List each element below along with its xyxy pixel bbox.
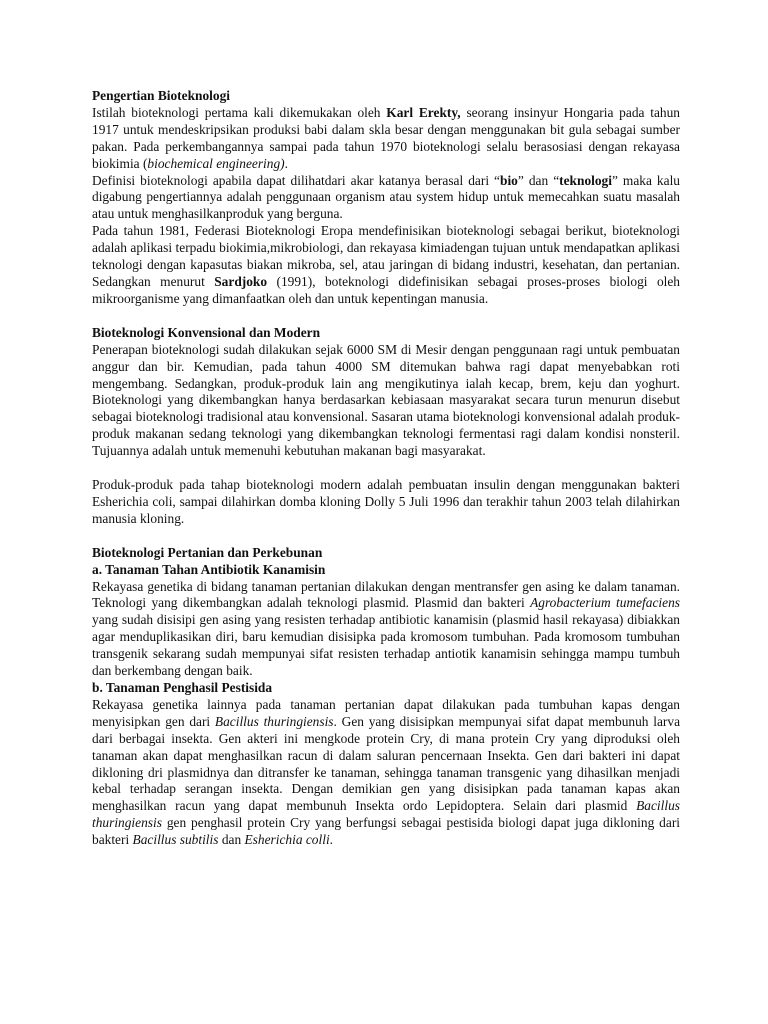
paragraph-history: Istilah bioteknologi pertama kali dikemukakan oleh Karl Erekty, seorang insinyur Hongaria pada tahun 1917 untuk mendeskripsikan produksi babi dalam skla besar dengan menggunakan bit gula sebagai sumber pakan. Pada perkembangannya sampai pada tahun 1970 bioteknologi selalu berasosiasi dengan rekayasa biokimia (biochemical engineering). [92, 104, 680, 171]
paragraph-definition: Definisi bioteknologi apabila dapat dilihatdari akar katanya berasal dari “bio” dan “teknologi” maka kalu digabung pengertiannya adalah penggunaan organism atau system hidup untuk memecahkan suatu masalah atau untuk menghasilkanproduk yang berguna. [92, 172, 680, 222]
spacer [92, 308, 680, 325]
heading-pengertian-bioteknologi: Pengertian Bioteknologi [92, 88, 230, 103]
heading-konvensional-modern: Bioteknologi Konvensional dan Modern [92, 324, 321, 340]
spacer [92, 460, 680, 477]
paragraph-kanamisin: Rekayasa genetika di bidang tanaman pertanian dilakukan dengan mentransfer gen asing ke dalam tanaman. Teknologi yang dikembangkan adalah teknologi plasmid. Plasmid dan bakteri Agrobacterium tumefaciens yang sudah disisipi gen asing yang resisten terhadap antibiotic kanamisin (plasmid hasil rekayasa) dibiakkan agar menduplikasikan diri, baru kemudian disisipka pada kromosom tumbuhan. Pada kromosom tumbuhan transgenik sekarang sudah mempunyai sifat resisten terhadap antiotik kanamisin sehingga mampu tumbuh dan berkembang dengan baik. [92, 578, 680, 679]
spacer [92, 528, 680, 545]
heading-pertanian-perkebunan: Bioteknologi Pertanian dan Perkebunan [92, 544, 323, 560]
subheading-kanamisin: a. Tanaman Tahan Antibiotik Kanamisin [92, 561, 326, 577]
subheading-pestisida: b. Tanaman Penghasil Pestisida [92, 680, 273, 695]
paragraph-conventional: Penerapan bioteknologi sudah dilakukan sejak 6000 SM di Mesir dengan penggunaan ragi untuk pembuatan anggur dan bir. Kemudian, pada tahun 4000 SM ditemukan bahwa ragi dapat menyebabkan roti mengembang. Sedangkan, produk-produk lain ang mengikutinya ialah kecap, brem, keju dan yoghurt. Bioteknologi yang dikembangkan hanya berdasarkan kebiasaan masyarakat secara turun menurun disebut sebagai bioteknologi tradisional atau konvensional. Sasaran utama bioteknologi konvensional adalah produk-produk makanan sedang teknologi yang dikembangkan teknologi fermentasi ragi dalam kondisi nonsteril. Tujuannya adalah untuk memenuhi kebutuhan makanan bagi masyarakat. [92, 341, 680, 459]
paragraph-federation-1981: Pada tahun 1981, Federasi Bioteknologi Eropa mendefinisikan bioteknologi sebagai berikut, bioteknologi adalah aplikasi terpadu biokimia,mikrobiologi, dan rekayasa kimiadengan tujuan untuk mendapatkan aplikasi teknologi dengan kapasutas biakan mikroba, sel, atau jaringan di bidang industri, kesehatan, dan pertanian. Sedangkan menurut Sardjoko (1991), boteknologi didefinisikan sebagai proses-proses biologi oleh mikroorganisme yang dimanfaatkan oleh dan untuk kepentingan manusia. [92, 223, 680, 306]
paragraph-modern-products: Produk-produk pada tahap bioteknologi modern adalah pembuatan insulin dengan menggunakan bakteri Esherichia coli, sampai dilahirkan domba kloning Dolly 5 Juli 1996 dan terakhir tahun 2003 telah dilahirkan manusia kloning. [92, 477, 680, 526]
paragraph-pestisida: Rekayasa genetika lainnya pada tanaman pertanian dapat dilakukan pada tumbuhan kapas dengan menyisipkan gen dari Bacillus thuringiensis. Gen yang disisipkan mempunyai sifat dapat membunuh larva dari berbagai insekta. Gen akteri ini mengkode protein Cry, di mana protein Cry yang diproduksi oleh tanaman akan dapat menghasilkan racun di dalam saluran pencernaan Insekta. Gen dari bakteri ini dapat dikloning dri plasmidnya dan ditransfer ke tanaman, sehingga tanaman transgenic yang dihasilkan menjadi kebal terhadap serangan insekta. Dengan demikian gen yang disisipkan pada tanaman kapas akan menghasilkan racun yang dapat membunuh Insekta ordo Lepidoptera. Selain dari plasmid Bacillus thuringiensis gen penghasil protein Cry yang berfungsi sebagai pestisida biologi dapat juga dikloning dari bakteri Bacillus subtilis dan Esherichia colli. [92, 696, 681, 848]
